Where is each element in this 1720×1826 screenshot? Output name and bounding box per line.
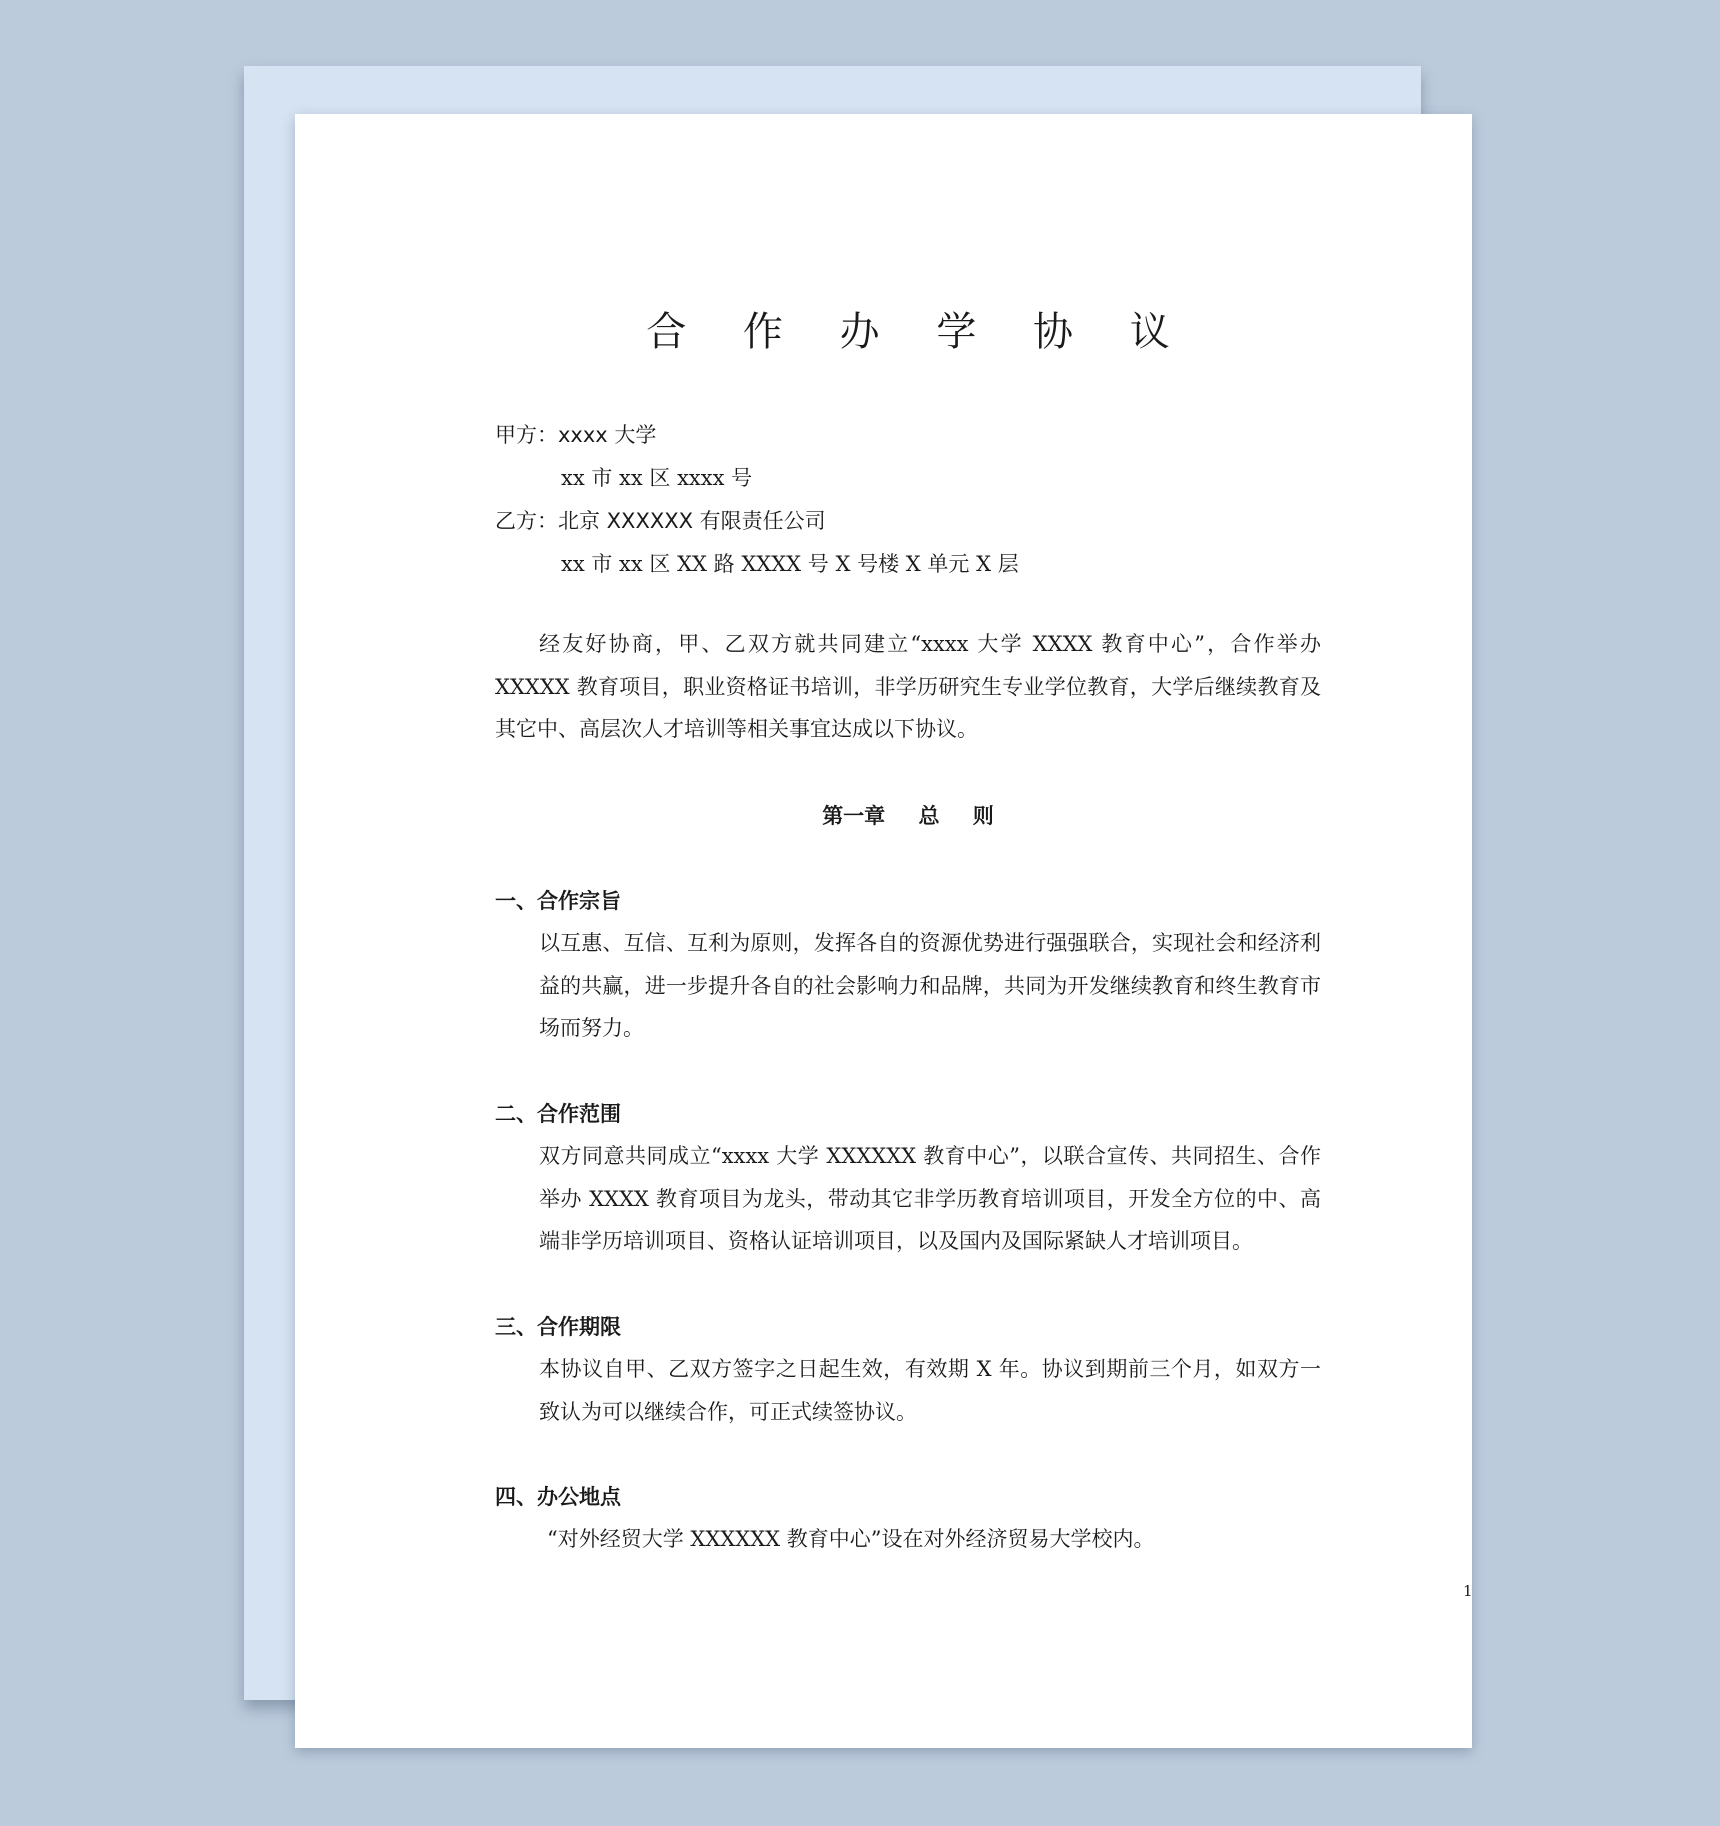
party-a-address: xx 市 xx 区 xxxx 号 (561, 466, 753, 490)
party-b-name: 北京 XXXXXX 有限责任公司 (558, 509, 826, 533)
section-body-1: 以互惠、互信、互利为原则，发挥各自的资源优势进行强强联合，实现社会和经济利益的共赢，进一步提升各自的社会影响力和品牌，共同为开发继续教育和终生教育市场而努力。 (539, 931, 1321, 1040)
party-a-label: 甲方： (495, 423, 558, 447)
chapter-heading: 第一章 总 则 (822, 804, 994, 828)
party-a-name: xxxx 大学 (558, 423, 657, 447)
page-number: 1 (1463, 1582, 1473, 1600)
section-body-3: 本协议自甲、乙双方签字之日起生效，有效期 X 年。协议到期前三个月，如双方一致认为可以继续合作，可正式续签协议。 (539, 1357, 1321, 1424)
section-heading-3: 三、合作期限 (495, 1315, 621, 1339)
party-b-label: 乙方： (495, 509, 558, 533)
party-b-address: xx 市 xx 区 XX 路 XXXX 号 X 号楼 X 单元 X 层 (561, 552, 1019, 576)
section-body-4: “对外经贸大学 XXXXXX 教育中心”设在对外经济贸易大学校内。 (547, 1527, 1155, 1551)
document-page (295, 114, 1472, 1748)
section-heading-1: 一、合作宗旨 (495, 889, 621, 913)
document-title: 合 作 办 学 协 议 (646, 309, 1192, 355)
section-heading-4: 四、办公地点 (495, 1485, 621, 1509)
preamble-paragraph: 经友好协商，甲、乙双方就共同建立“xxxx 大学 XXXX 教育中心”，合作举办 XXXXX 教育项目，职业资格证书培训，非学历研究生专业学位教育，大学后继续教育及其它中、高层次人才培训等相关事宜达成以下协议。 (495, 632, 1321, 741)
party-a-line (495, 420, 656, 450)
party-b-line (495, 506, 826, 536)
section-heading-2: 二、合作范围 (495, 1102, 621, 1126)
section-body-2: 双方同意共同成立“xxxx 大学 XXXXXX 教育中心”，以联合宣传、共同招生、合作举办 XXXX 教育项目为龙头，带动其它非学历教育培训项目，开发全方位的中、高端非学历培训项目、资格认证培训项目，以及国内及国际紧缺人才培训项目。 (539, 1144, 1321, 1253)
